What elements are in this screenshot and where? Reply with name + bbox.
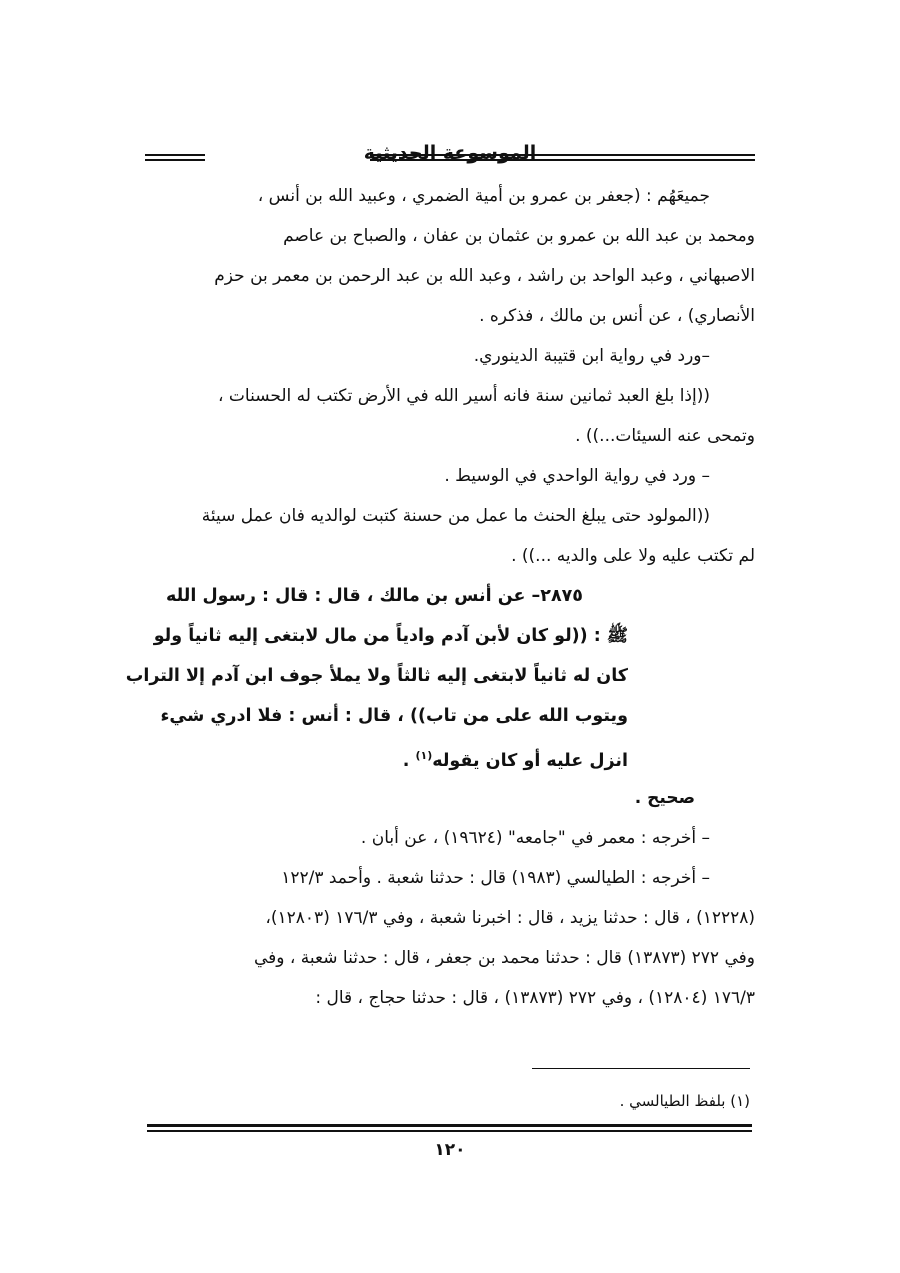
page-number: ١٢٠ bbox=[434, 1140, 466, 1160]
hadith-line-end: . bbox=[402, 750, 416, 771]
text-line: – ورد في رواية الواحدي في الوسيط . bbox=[444, 466, 710, 486]
text-line: الاصبهاني ، وعبد الواحد بن راشد ، وعبد الله بن عبد الرحمن بن معمر بن حزم bbox=[214, 266, 755, 286]
header-title: الموسوعة الحديثية bbox=[363, 142, 537, 164]
text-line: ((إذا بلغ العبد ثمانين سنة فانه أسير الله في الأرض تكتب له الحسنات ، bbox=[218, 386, 710, 406]
text-line: وتمحى عنه السيئات...)) . bbox=[575, 426, 755, 446]
footnote-text: (١) بلفظ الطيالسي . bbox=[619, 1092, 750, 1110]
footnote-separator bbox=[532, 1068, 750, 1069]
text-line: ومحمد بن عبد الله بن عمرو بن عثمان بن عفان ، والصباح بن عاصم bbox=[283, 226, 755, 246]
text-line: ((المولود حتى يبلغ الحنث ما عمل من حسنة كتبت لوالديه فان عمل سيئة bbox=[201, 506, 710, 526]
running-header bbox=[145, 140, 755, 176]
text-line: الأنصاري) ، عن أنس بن مالك ، فذكره . bbox=[479, 306, 755, 326]
page-content bbox=[125, 140, 755, 1008]
text-line: لم تكتب عليه ولا على والديه ...)) . bbox=[511, 546, 755, 566]
grade-label bbox=[150, 778, 755, 818]
hadith-line: ﷺ : ((لو كان لأبن آدم وادياً من مال لابتغى إليه ثانياً ولو bbox=[153, 626, 628, 646]
hadith-line: كان له ثانياً لابتغى إليه ثالثاً ولا يملأ جوف ابن آدم إلا التراب bbox=[125, 666, 628, 686]
text-line: –ورد في رواية ابن قتيبة الدينوري. bbox=[473, 346, 710, 366]
hadith-line-text: انزل عليه أو كان يقوله bbox=[432, 750, 628, 771]
hadith-text bbox=[125, 576, 628, 776]
hadith-line bbox=[148, 736, 628, 776]
hadith-line: ٢٨٧٥– عن أنس بن مالك ، قال : قال : رسول الله bbox=[166, 586, 583, 606]
bottom-rule-upper bbox=[147, 1124, 752, 1127]
takhrij-line: وفي ٢٧٢ (١٣٨٧٣) قال : حدثنا محمد بن جعفر ، قال : حدثنا شعبة ، وفي bbox=[254, 948, 755, 968]
bottom-rule-lower bbox=[147, 1130, 752, 1132]
footnote-marker: (١) bbox=[415, 749, 433, 762]
takhrij-line: ١٧٦/٣ (١٢٨٠٤) ، وفي ٢٧٢ (١٣٨٧٣) ، قال : حدثنا حجاج ، قال : bbox=[315, 988, 755, 1008]
takhrij-line: (١٢٢٢٨) ، قال : حدثنا يزيد ، قال : اخبرنا شعبة ، وفي ١٧٦/٣ (١٢٨٠٣)، bbox=[265, 908, 755, 928]
grade-text: صحيح . bbox=[634, 788, 695, 808]
takhrij-line: – أخرجه : معمر في "جامعه" (١٩٦٢٤) ، عن أبان . bbox=[360, 828, 710, 848]
takhrij-line: – أخرجه : الطيالسي (١٩٨٣) قال : حدثنا شعبة . وأحمد ١٢٢/٣ bbox=[281, 868, 710, 888]
text-line: جميعَهُم : (جعفر بن عمرو بن أمية الضمري ، وعبيد الله بن أنس ، bbox=[257, 186, 710, 206]
hadith-line: ويتوب الله على من تاب)) ، قال : أنس : فلا ادري شيء bbox=[160, 706, 628, 726]
text-body-upper bbox=[150, 176, 755, 576]
takhrij-text bbox=[150, 818, 755, 1018]
